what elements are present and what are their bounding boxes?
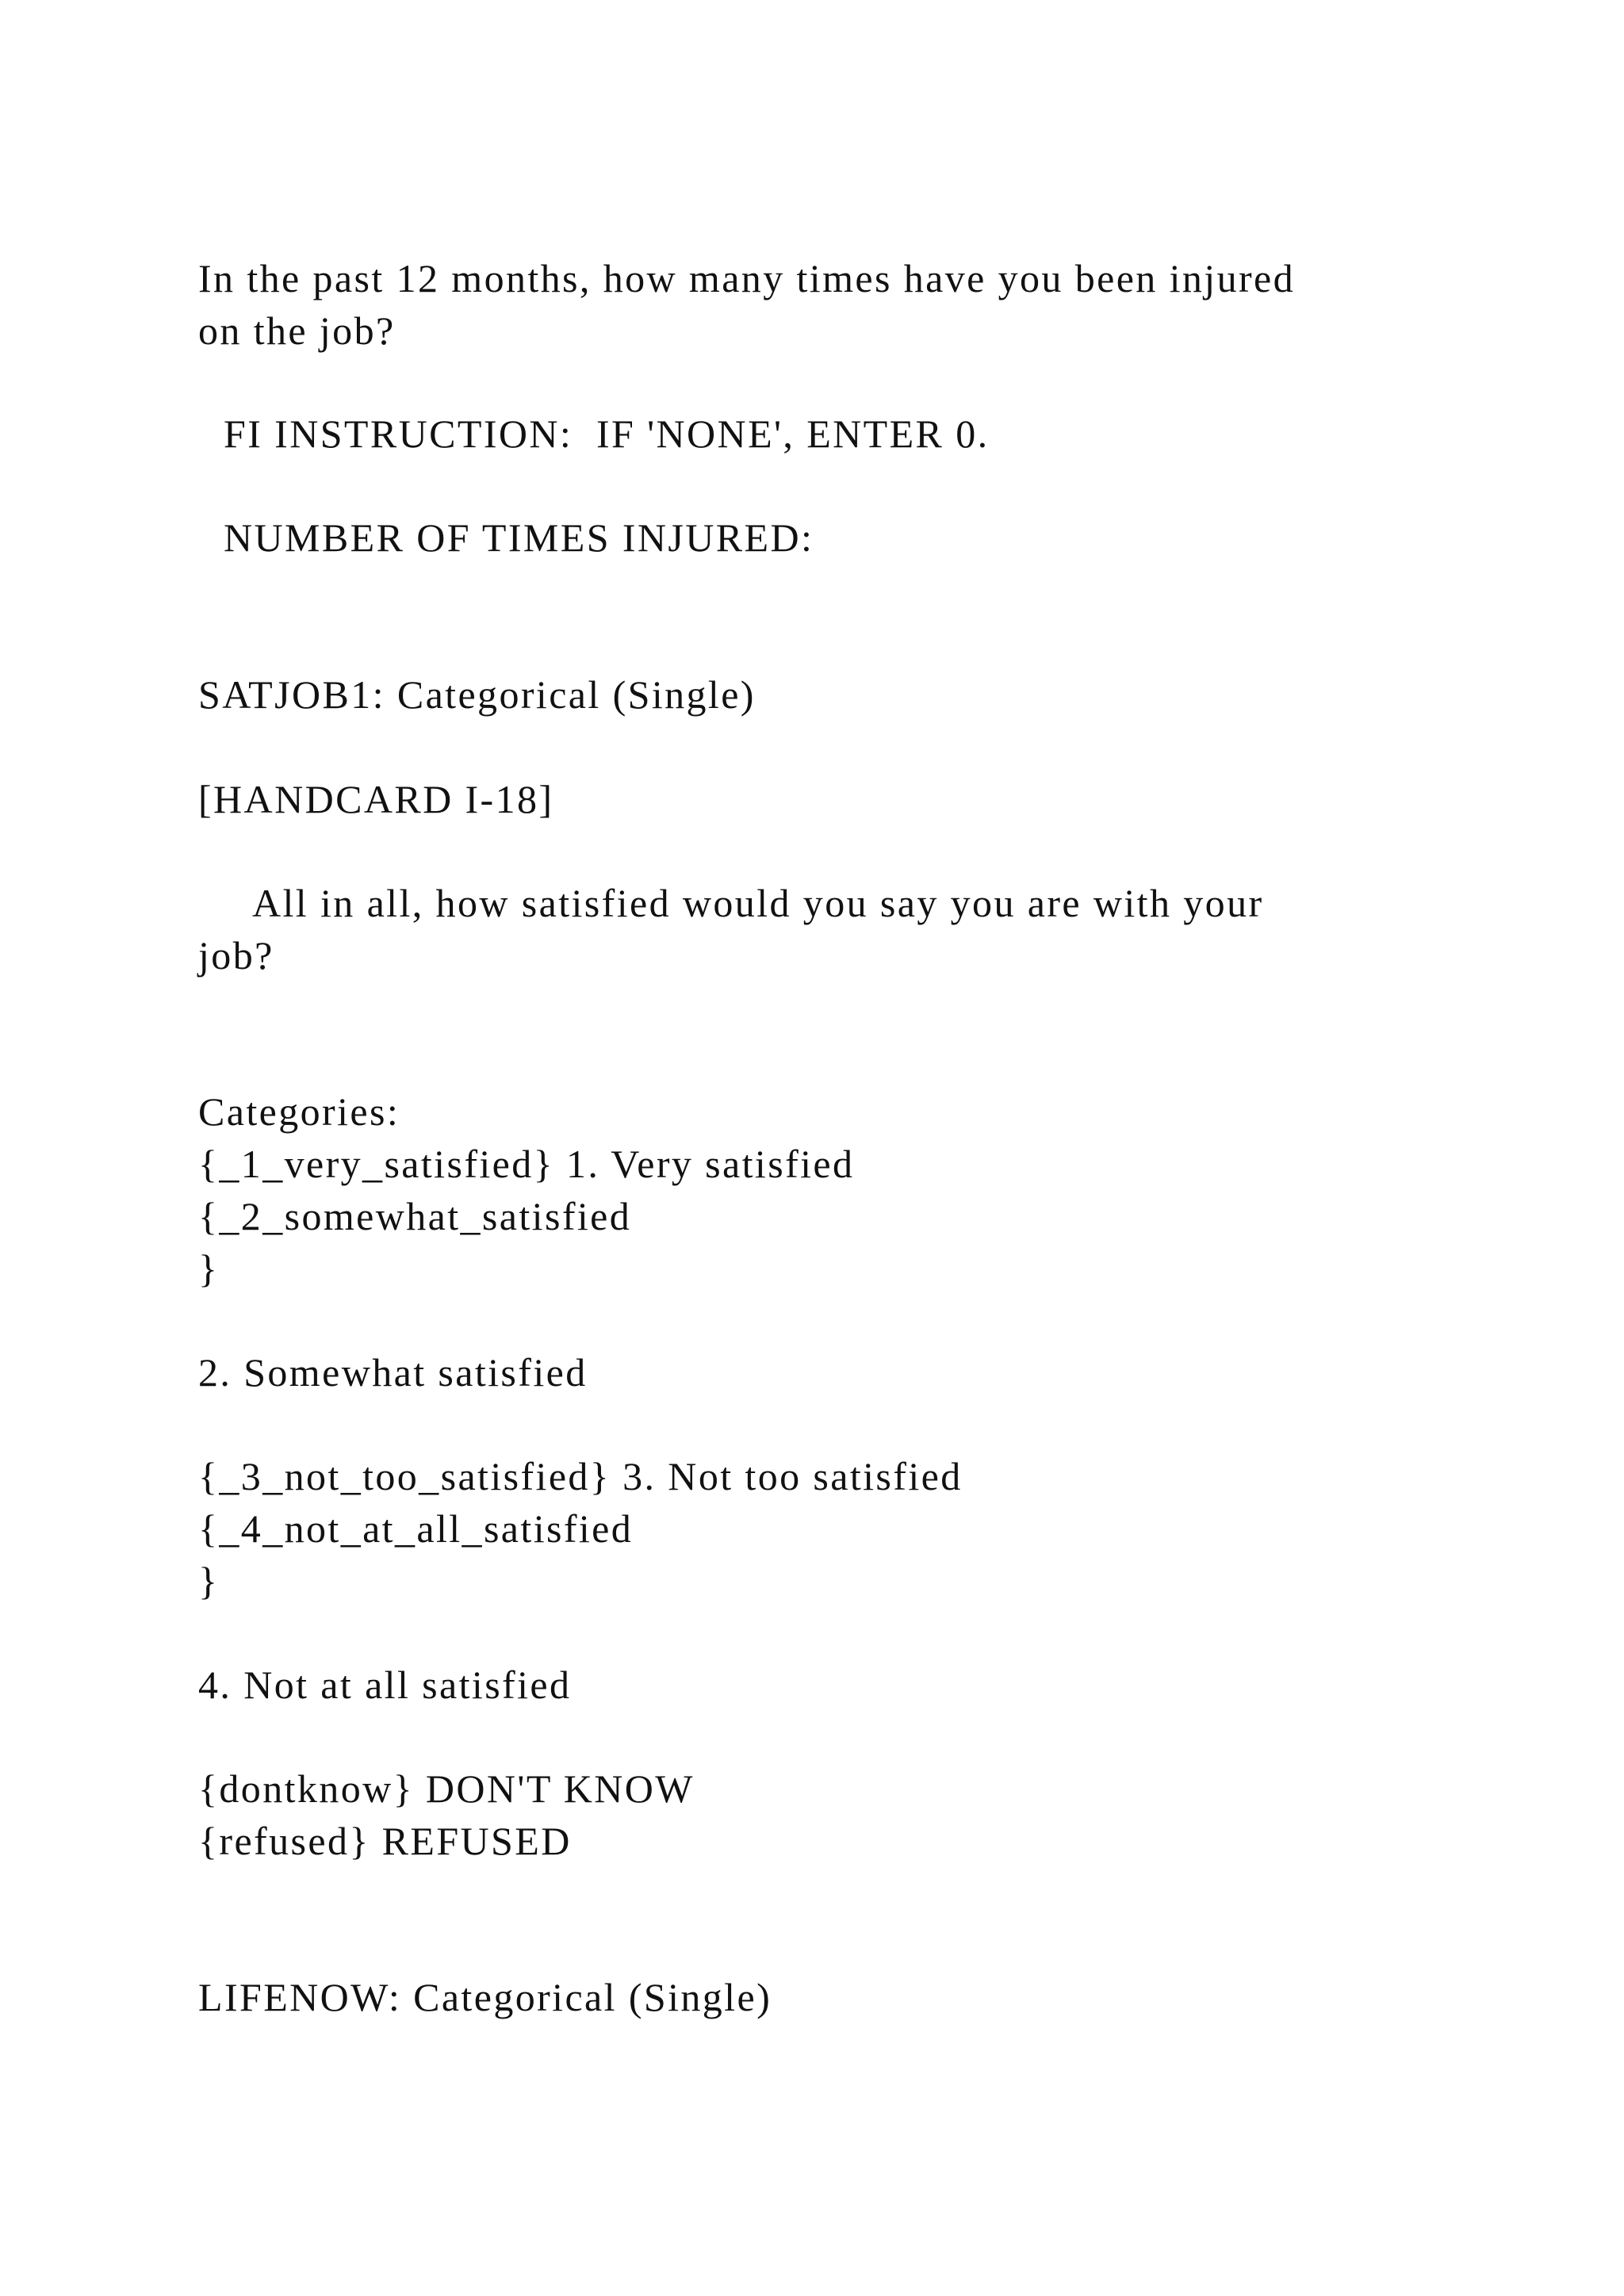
- fi-instruction: FI INSTRUCTION: IF 'NONE', ENTER 0.: [224, 411, 990, 456]
- satjob1-header: SATJOB1: Categorical (Single): [198, 672, 756, 717]
- category-line: {refused} REFUSED: [198, 1819, 572, 1863]
- category-line: 4. Not at all satisfied: [198, 1663, 572, 1707]
- satjob1-question-line-2: job?: [198, 933, 274, 978]
- category-line: {_2_somewhat_satisfied: [198, 1194, 632, 1238]
- injury-question-line-1: In the past 12 months, how many times have you been injured: [198, 256, 1296, 300]
- category-line: 2. Somewhat satisfied: [198, 1350, 588, 1395]
- category-line: }: [198, 1246, 220, 1291]
- category-line: {_3_not_too_satisfied} 3. Not too satisfied: [198, 1454, 963, 1498]
- lifenow-header: LIFENOW: Categorical (Single): [198, 1975, 772, 2019]
- category-line: {_1_very_satisfied} 1. Very satisfied: [198, 1142, 855, 1186]
- categories-label: Categories:: [198, 1089, 400, 1134]
- number-times-injured-label: NUMBER OF TIMES INJURED:: [224, 515, 814, 560]
- satjob1-question-line-1: All in all, how satisfied would you say you are with your: [252, 881, 1264, 925]
- handcard-label: [HANDCARD I-18]: [198, 777, 554, 821]
- category-line: {_4_not_at_all_satisfied: [198, 1506, 634, 1551]
- category-line: }: [198, 1559, 220, 1603]
- injury-question-line-2: on the job?: [198, 308, 396, 353]
- category-line: {dontknow} DON'T KNOW: [198, 1766, 695, 1811]
